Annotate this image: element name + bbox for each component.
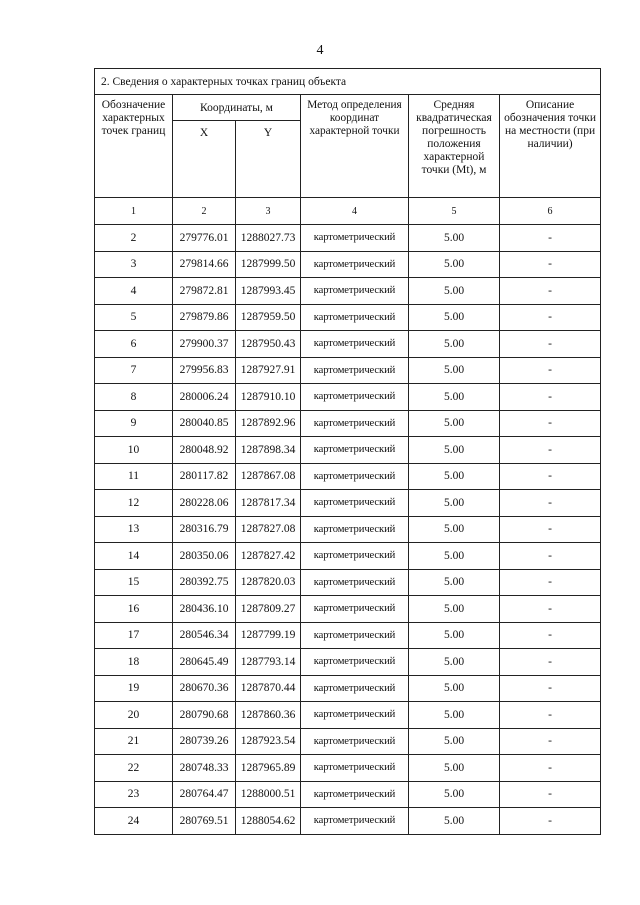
mt-error-cell: 5.00 (409, 808, 500, 835)
mt-error-cell: 5.00 (409, 357, 500, 384)
header-y: Y (236, 121, 301, 198)
table-row (95, 357, 601, 384)
table-row (95, 437, 601, 464)
table-row (95, 808, 601, 835)
table-row (95, 675, 601, 702)
table-row (95, 596, 601, 623)
coord-x-cell: 279776.01 (173, 225, 236, 252)
point-number-cell: 5 (95, 304, 173, 331)
coord-y-cell: 1287860.36 (236, 702, 301, 729)
coord-y-cell: 1287867.08 (236, 463, 301, 490)
point-number-cell: 22 (95, 755, 173, 782)
point-number-cell: 16 (95, 596, 173, 623)
coord-x-cell: 280790.68 (173, 702, 236, 729)
mt-error-cell: 5.00 (409, 675, 500, 702)
coord-y-cell: 1288027.73 (236, 225, 301, 252)
coord-x-cell: 280048.92 (173, 437, 236, 464)
description-cell: - (500, 728, 601, 755)
coord-x-cell: 280228.06 (173, 490, 236, 517)
coord-y-cell: 1287910.10 (236, 384, 301, 411)
coord-x-cell: 280392.75 (173, 569, 236, 596)
point-number-cell: 18 (95, 649, 173, 676)
coord-y-cell: 1287898.34 (236, 437, 301, 464)
point-number-cell: 15 (95, 569, 173, 596)
coord-y-cell: 1287892.96 (236, 410, 301, 437)
column-number: 2 (173, 198, 236, 225)
point-number-cell: 8 (95, 384, 173, 411)
header-designation: Обозначение характерных точек границ (95, 95, 173, 198)
column-numbers-row (95, 198, 601, 225)
description-cell: - (500, 278, 601, 305)
description-cell: - (500, 384, 601, 411)
description-cell: - (500, 781, 601, 808)
column-number: 4 (301, 198, 409, 225)
coord-y-cell: 1287817.34 (236, 490, 301, 517)
mt-error-cell: 5.00 (409, 331, 500, 358)
description-cell: - (500, 251, 601, 278)
header-coordinates: Координаты, м (173, 95, 301, 121)
method-cell: картометрический (301, 251, 409, 278)
mt-error-cell: 5.00 (409, 702, 500, 729)
point-number-cell: 7 (95, 357, 173, 384)
mt-error-cell: 5.00 (409, 384, 500, 411)
point-number-cell: 13 (95, 516, 173, 543)
method-cell: картометрический (301, 463, 409, 490)
page-number: 4 (316, 43, 324, 58)
table-row (95, 569, 601, 596)
point-number-cell: 20 (95, 702, 173, 729)
method-cell: картометрический (301, 437, 409, 464)
description-cell: - (500, 808, 601, 835)
description-cell: - (500, 304, 601, 331)
description-cell: - (500, 490, 601, 517)
coord-x-cell: 279879.86 (173, 304, 236, 331)
method-cell: картометрический (301, 278, 409, 305)
table-row (95, 649, 601, 676)
column-number: 1 (95, 198, 173, 225)
method-cell: картометрический (301, 516, 409, 543)
coord-x-cell: 279814.66 (173, 251, 236, 278)
point-number-cell: 12 (95, 490, 173, 517)
mt-error-cell: 5.00 (409, 251, 500, 278)
description-cell: - (500, 410, 601, 437)
description-cell: - (500, 331, 601, 358)
coord-x-cell: 280316.79 (173, 516, 236, 543)
point-number-cell: 19 (95, 675, 173, 702)
table-row (95, 331, 601, 358)
method-cell: картометрический (301, 410, 409, 437)
coord-y-cell: 1287870.44 (236, 675, 301, 702)
table-row (95, 278, 601, 305)
mt-error-cell: 5.00 (409, 410, 500, 437)
table-row (95, 781, 601, 808)
mt-error-cell: 5.00 (409, 304, 500, 331)
method-cell: картометрический (301, 543, 409, 570)
coord-y-cell: 1287927.91 (236, 357, 301, 384)
table-row (95, 728, 601, 755)
mt-error-cell: 5.00 (409, 516, 500, 543)
description-cell: - (500, 755, 601, 782)
method-cell: картометрический (301, 622, 409, 649)
header-description: Описание обозначения точки на местности (при наличии) (500, 95, 601, 198)
point-number-cell: 9 (95, 410, 173, 437)
coord-y-cell: 1287923.54 (236, 728, 301, 755)
point-number-cell: 3 (95, 251, 173, 278)
method-cell: картометрический (301, 304, 409, 331)
mt-error-cell: 5.00 (409, 463, 500, 490)
coord-x-cell: 280040.85 (173, 410, 236, 437)
coord-x-cell: 279872.81 (173, 278, 236, 305)
table-row (95, 304, 601, 331)
description-cell: - (500, 649, 601, 676)
table-row (95, 516, 601, 543)
coord-y-cell: 1287820.03 (236, 569, 301, 596)
coord-x-cell: 280764.47 (173, 781, 236, 808)
coord-x-cell: 280670.36 (173, 675, 236, 702)
table-row (95, 463, 601, 490)
point-number-cell: 21 (95, 728, 173, 755)
mt-error-cell: 5.00 (409, 728, 500, 755)
point-number-cell: 17 (95, 622, 173, 649)
column-number: 3 (236, 198, 301, 225)
mt-error-cell: 5.00 (409, 649, 500, 676)
coord-y-cell: 1287999.50 (236, 251, 301, 278)
coord-y-cell: 1287959.50 (236, 304, 301, 331)
description-cell: - (500, 622, 601, 649)
coord-x-cell: 280006.24 (173, 384, 236, 411)
header-x: X (173, 121, 236, 198)
table-row (95, 755, 601, 782)
method-cell: картометрический (301, 808, 409, 835)
table-row (95, 622, 601, 649)
description-cell: - (500, 225, 601, 252)
mt-error-cell: 5.00 (409, 781, 500, 808)
coord-y-cell: 1287799.19 (236, 622, 301, 649)
coord-x-cell: 280769.51 (173, 808, 236, 835)
coord-x-cell: 280645.49 (173, 649, 236, 676)
table-row (95, 543, 601, 570)
coord-y-cell: 1288054.62 (236, 808, 301, 835)
point-number-cell: 11 (95, 463, 173, 490)
column-number: 5 (409, 198, 500, 225)
mt-error-cell: 5.00 (409, 622, 500, 649)
method-cell: картометрический (301, 702, 409, 729)
section-title: 2. Сведения о характерных точках границ объекта (95, 69, 601, 95)
description-cell: - (500, 437, 601, 464)
coord-x-cell: 279956.83 (173, 357, 236, 384)
description-cell: - (500, 463, 601, 490)
point-number-cell: 23 (95, 781, 173, 808)
coord-y-cell: 1287993.45 (236, 278, 301, 305)
mt-error-cell: 5.00 (409, 596, 500, 623)
method-cell: картометрический (301, 569, 409, 596)
method-cell: картометрический (301, 490, 409, 517)
method-cell: картометрический (301, 728, 409, 755)
coord-x-cell: 280546.34 (173, 622, 236, 649)
description-cell: - (500, 543, 601, 570)
method-cell: картометрический (301, 357, 409, 384)
coord-y-cell: 1288000.51 (236, 781, 301, 808)
coord-x-cell: 280117.82 (173, 463, 236, 490)
method-cell: картометрический (301, 781, 409, 808)
coord-y-cell: 1287827.08 (236, 516, 301, 543)
coord-y-cell: 1287827.42 (236, 543, 301, 570)
mt-error-cell: 5.00 (409, 437, 500, 464)
table-row (95, 251, 601, 278)
method-cell: картометрический (301, 755, 409, 782)
coord-y-cell: 1287965.89 (236, 755, 301, 782)
method-cell: картометрический (301, 384, 409, 411)
description-cell: - (500, 675, 601, 702)
coord-x-cell: 280739.26 (173, 728, 236, 755)
point-number-cell: 2 (95, 225, 173, 252)
description-cell: - (500, 596, 601, 623)
table-row (95, 384, 601, 411)
coord-x-cell: 280436.10 (173, 596, 236, 623)
column-number: 6 (500, 198, 601, 225)
table-row (95, 225, 601, 252)
point-number-cell: 10 (95, 437, 173, 464)
mt-error-cell: 5.00 (409, 543, 500, 570)
description-cell: - (500, 516, 601, 543)
point-number-cell: 24 (95, 808, 173, 835)
boundary-points-table (94, 68, 601, 835)
mt-error-cell: 5.00 (409, 755, 500, 782)
method-cell: картометрический (301, 649, 409, 676)
mt-error-cell: 5.00 (409, 490, 500, 517)
coord-x-cell: 279900.37 (173, 331, 236, 358)
method-cell: картометрический (301, 675, 409, 702)
description-cell: - (500, 569, 601, 596)
method-cell: картометрический (301, 596, 409, 623)
point-number-cell: 6 (95, 331, 173, 358)
description-cell: - (500, 702, 601, 729)
coord-x-cell: 280748.33 (173, 755, 236, 782)
point-number-cell: 4 (95, 278, 173, 305)
point-number-cell: 14 (95, 543, 173, 570)
mt-error-cell: 5.00 (409, 225, 500, 252)
header-error: Средняя квадратическая погрешность положения характерной точки (Mt), м (409, 95, 500, 198)
coord-x-cell: 280350.06 (173, 543, 236, 570)
method-cell: картометрический (301, 225, 409, 252)
method-cell: картометрический (301, 331, 409, 358)
coord-y-cell: 1287809.27 (236, 596, 301, 623)
description-cell: - (500, 357, 601, 384)
mt-error-cell: 5.00 (409, 569, 500, 596)
table-row (95, 410, 601, 437)
mt-error-cell: 5.00 (409, 278, 500, 305)
coord-y-cell: 1287793.14 (236, 649, 301, 676)
table-row (95, 490, 601, 517)
coord-y-cell: 1287950.43 (236, 331, 301, 358)
header-method: Метод определения координат характерной точки (301, 95, 409, 198)
table-row (95, 702, 601, 729)
